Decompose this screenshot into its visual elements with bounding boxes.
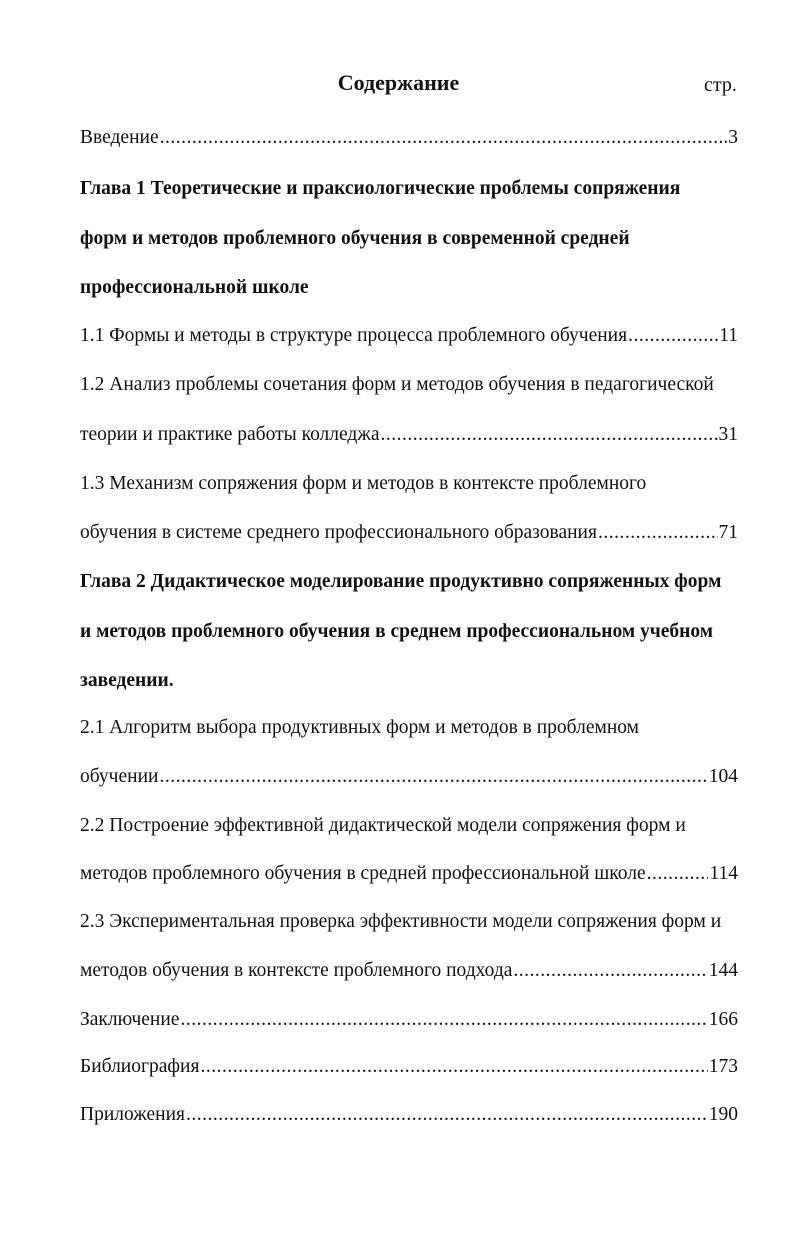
toc-entry-text: методов проблемного обучения в средней профессиональной школе: [80, 863, 646, 884]
chapter-1-title-line-2: форм и методов проблемного обучения в современной средней: [80, 228, 630, 249]
chapter-1-title-line-3: профессиональной школе: [80, 277, 309, 298]
chapter-1-title-line-1: Глава 1 Теоретические и праксиологические проблемы сопряжения: [80, 178, 681, 199]
toc-entry-intro: [80, 126, 738, 150]
toc-leader-dots: [513, 959, 707, 983]
toc-entry-text: теории и практике работы колледжа: [80, 424, 380, 445]
toc-entry-page: ..3: [718, 127, 738, 148]
toc-entry-conclusion: [80, 1008, 738, 1032]
toc-entry-text: обучения в системе среднего профессионального образования: [80, 522, 597, 543]
toc-entry-text: обучении: [80, 766, 159, 787]
toc-entry-1-3-line-1: 1.3 Механизм сопряжения форм и методов в контексте проблемного: [80, 473, 647, 494]
toc-entry-page: 31: [718, 424, 738, 445]
page-column-label: стр.: [704, 74, 737, 96]
toc-entry-appendices: [80, 1103, 738, 1127]
toc-entry-1-2-line-1: 1.2 Анализ проблемы сочетания форм и методов обучения в педагогической: [80, 374, 714, 395]
toc-entry-1-1: [80, 324, 738, 348]
chapter-2-title-line-1: Глава 2 Дидактическое моделирование продуктивно сопряженных форм: [80, 571, 722, 592]
toc-entry-text: Заключение: [80, 1009, 180, 1030]
toc-entry-text: методов обучения в контексте проблемного подхода: [80, 960, 513, 981]
toc-entry-page: 11: [719, 325, 738, 346]
toc-leader-dots: [180, 1008, 707, 1032]
toc-entry-2-1-line-1: 2.1 Алгоритм выбора продуктивных форм и методов в проблемном: [80, 717, 639, 738]
toc-leader-dots: [628, 324, 718, 348]
toc-entry-page: 190: [708, 1104, 738, 1125]
toc-leader-dots: [598, 521, 718, 545]
toc-entry-page: 71: [718, 522, 738, 543]
toc-entry-2-2-line-1: 2.2 Построение эффективной дидактической модели сопряжения форм и: [80, 815, 686, 836]
toc-entry-text: Библиография: [80, 1056, 200, 1077]
toc-entry-page: 114: [709, 863, 738, 884]
toc-entry-2-2: [80, 862, 738, 886]
toc-leader-dots: [160, 126, 718, 150]
toc-entry-2-3: [80, 959, 738, 983]
toc-entry-1-2: [80, 423, 738, 447]
toc-entry-bibliography: [80, 1055, 738, 1079]
toc-leader-dots: [647, 862, 709, 886]
toc-entry-1-3: [80, 521, 738, 545]
toc-leader-dots: [159, 765, 707, 789]
toc-entry-text: 1.1 Формы и методы в структуре процесса проблемного обучения: [80, 325, 628, 346]
toc-entry-text: Введение: [80, 127, 159, 148]
page-title: Содержание: [337, 70, 460, 95]
chapter-2-title-line-3: заведении.: [80, 670, 174, 691]
toc-leader-dots: [200, 1055, 707, 1079]
chapter-2-title-line-2: и методов проблемного обучения в среднем профессиональном учебном: [80, 621, 714, 642]
toc-entry-page: 144: [708, 960, 738, 981]
toc-entry-2-1: [80, 765, 738, 789]
toc-entry-2-3-line-1: 2.3 Экспериментальная проверка эффективности модели сопряжения форм и: [80, 911, 722, 932]
toc-leader-dots: [186, 1103, 708, 1127]
toc-entry-page: 166: [708, 1009, 738, 1030]
toc-entry-page: 173: [708, 1056, 738, 1077]
toc-entry-text: Приложения: [80, 1104, 185, 1125]
toc-leader-dots: [380, 423, 717, 447]
toc-entry-page: 104: [708, 766, 738, 787]
